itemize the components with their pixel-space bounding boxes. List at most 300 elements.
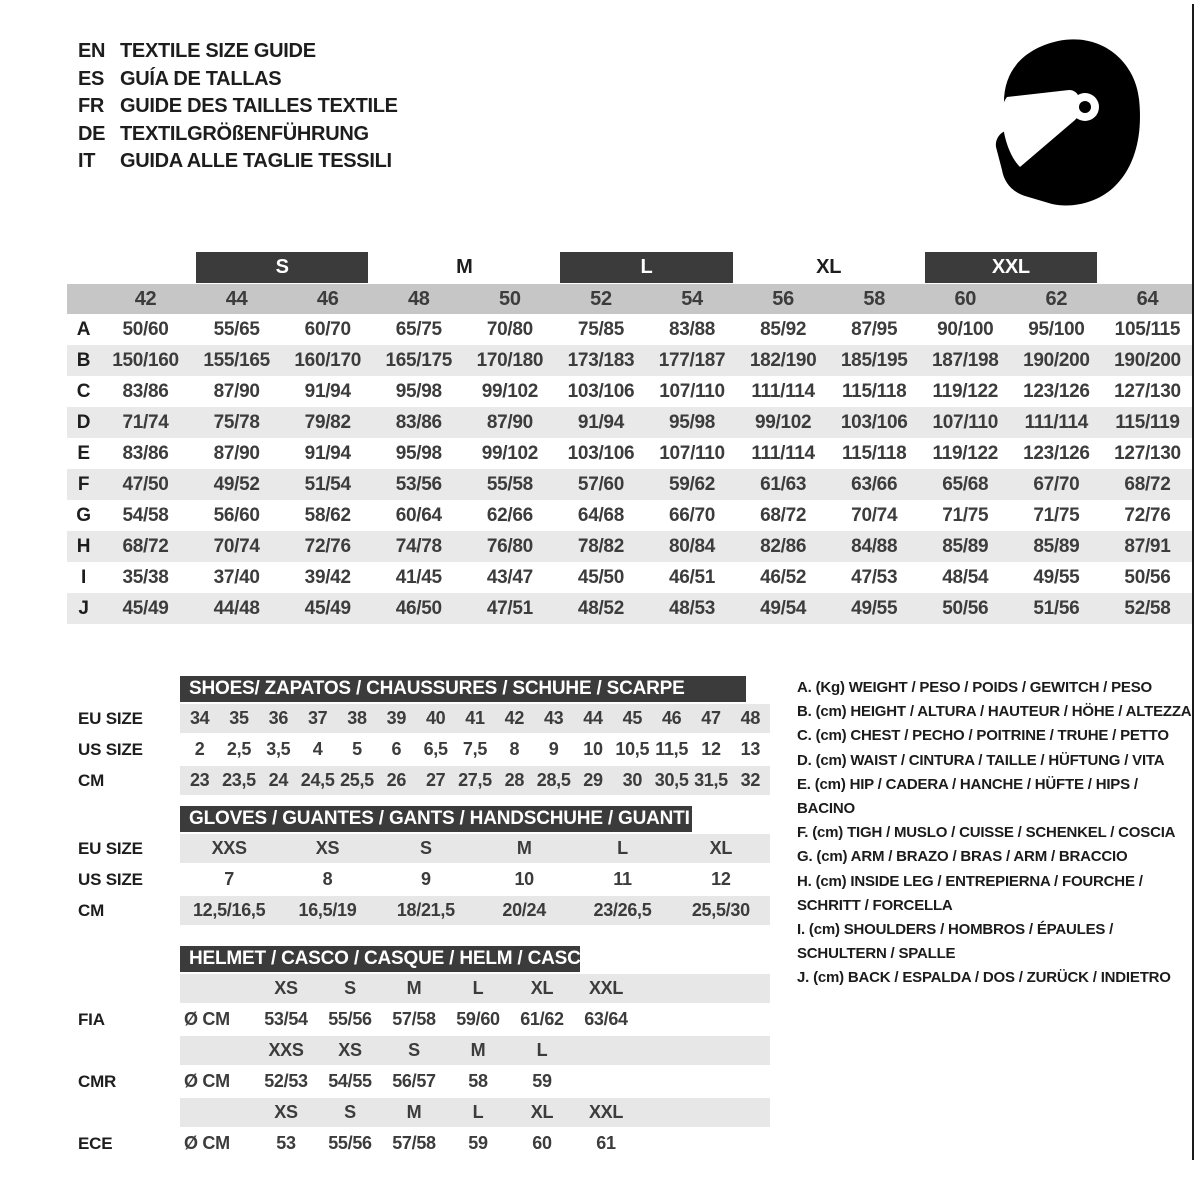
measure-cell: 87/91 <box>1124 535 1171 557</box>
legend-item: B. (cm) HEIGHT / ALTURA / HAUTEUR / HÖHE / ALTEZZA <box>797 703 1192 721</box>
row-label-d: D <box>76 411 91 433</box>
shoes-row-label: CM <box>78 770 105 790</box>
textile-size-table <box>67 252 1193 624</box>
shoes-cell: 25,5 <box>340 770 374 790</box>
shoes-cell: 45 <box>622 708 643 728</box>
helmet-row <box>180 1098 770 1127</box>
measure-row-h <box>67 531 1193 562</box>
helmet-row <box>180 1067 770 1096</box>
shoes-cell: 26 <box>386 770 407 790</box>
shoes-cell: 32 <box>740 770 761 790</box>
helmet-cell: 54/55 <box>328 1071 372 1091</box>
gloves-row <box>180 834 770 863</box>
row-label-e: E <box>77 442 90 464</box>
column-header-56: 56 <box>772 287 794 310</box>
shoes-cell: 40 <box>425 708 446 728</box>
measure-cell: 187/198 <box>931 349 999 371</box>
measure-cell: 60/64 <box>395 504 442 526</box>
measure-cell: 47/53 <box>851 566 898 588</box>
language-row <box>78 148 398 176</box>
measure-cell: 49/52 <box>213 473 260 495</box>
measure-cell: 84/88 <box>851 535 898 557</box>
shoes-row-label: EU SIZE <box>78 708 143 728</box>
measure-cell: 115/119 <box>1115 411 1180 433</box>
helmet-cell: 59/60 <box>456 1009 500 1029</box>
language-code: FR <box>78 95 105 117</box>
helmet-unit-cell: Ø CM <box>184 1071 230 1091</box>
helmet-cell: XS <box>274 1102 298 1122</box>
shoes-cell: 7,5 <box>462 739 488 759</box>
measure-cell: 76/80 <box>486 535 533 557</box>
helmet-cell: S <box>344 978 356 998</box>
language-label: GUIDE DES TAILLES TEXTILE <box>120 95 398 117</box>
language-row <box>78 38 398 66</box>
size-group-xxl: XXL <box>925 252 1097 283</box>
measure-cell: 60/70 <box>304 318 351 340</box>
language-label: TEXTILE SIZE GUIDE <box>120 40 316 62</box>
shoes-cell: 23,5 <box>222 770 256 790</box>
language-code: DE <box>78 122 106 145</box>
measure-cell: 45/50 <box>577 566 624 588</box>
measure-cell: 68/72 <box>1124 473 1171 495</box>
measure-cell: 87/95 <box>851 318 898 340</box>
helmet-unit-cell: Ø CM <box>184 1133 230 1153</box>
measure-cell: 165/175 <box>385 349 453 371</box>
measure-cell: 91/94 <box>304 442 351 464</box>
shoes-cell: 6,5 <box>423 739 448 759</box>
spacer <box>75 806 180 832</box>
legend-item: G. (cm) ARM / BRAZO / BRAS / ARM / BRACCIO <box>797 848 1128 866</box>
shoes-cell: 23 <box>189 770 210 790</box>
shoes-cell: 29 <box>583 770 603 790</box>
measure-cell: 103/106 <box>567 442 635 464</box>
helmet-cell: 55/56 <box>328 1133 372 1153</box>
shoes-cell: 2,5 <box>226 739 252 759</box>
helmet-row <box>180 974 770 1003</box>
language-code: EN <box>78 40 106 62</box>
measure-cell: 46/52 <box>760 566 807 588</box>
measure-cell: 99/102 <box>754 411 812 433</box>
helmet-row <box>180 1129 770 1158</box>
shoes-cell: 2 <box>194 739 205 759</box>
row-label-c: C <box>76 380 91 402</box>
column-header-60: 60 <box>954 287 977 310</box>
measure-cell: 87/90 <box>486 411 533 433</box>
shoes-cell: 41 <box>465 708 485 728</box>
shoes-cell: 28 <box>504 770 525 790</box>
spacer <box>75 946 180 972</box>
measure-row-j <box>67 593 1193 624</box>
gloves-cell: 7 <box>224 869 235 889</box>
measure-cell: 58/62 <box>304 504 351 526</box>
helmet-cell: 59 <box>532 1071 552 1091</box>
helmet-cell: XS <box>338 1040 362 1060</box>
helmet-row <box>180 1036 770 1065</box>
measure-cell: 123/126 <box>1023 380 1090 402</box>
measure-cell: 160/170 <box>294 349 361 371</box>
column-header-46: 46 <box>316 287 339 310</box>
measure-cell: 50/60 <box>122 318 169 340</box>
helmet-cell: M <box>406 1102 422 1122</box>
shoes-cell: 46 <box>661 708 682 728</box>
size-group-xl: XL <box>816 256 842 278</box>
helmet-cell: 56/57 <box>392 1071 436 1091</box>
gloves-cell: 16,5/19 <box>298 900 357 920</box>
shoes-cell: 43 <box>543 708 564 728</box>
shoes-cell: 42 <box>504 708 525 728</box>
helmet-row <box>180 1005 770 1034</box>
measure-cell: 90/100 <box>937 318 994 340</box>
shoes-cell: 39 <box>386 708 407 728</box>
measure-cell: 115/118 <box>841 380 907 402</box>
legend-item: F. (cm) TIGH / MUSLO / CUISSE / SCHENKEL / COSCIA <box>797 824 1176 842</box>
measure-cell: 55/58 <box>486 473 533 495</box>
shoes-cell: 34 <box>189 708 210 728</box>
measure-row-g <box>67 500 1193 531</box>
measure-cell: 50/56 <box>942 597 989 619</box>
legend-item: D. (cm) WAIST / CINTURA / TAILLE / HÜFTUNG / VITA <box>797 751 1165 769</box>
shoes-cell: 27 <box>425 770 446 790</box>
measure-cell: 68/72 <box>760 504 807 526</box>
shoes-cell: 9 <box>548 739 559 759</box>
helmet-cell: S <box>344 1102 356 1122</box>
measure-cell: 99/102 <box>481 442 539 464</box>
measure-cell: 80/84 <box>669 535 716 557</box>
measure-row-d <box>67 407 1193 438</box>
size-group-s: S <box>196 252 368 283</box>
measure-cell: 49/55 <box>1033 566 1080 588</box>
helmet-cell: 55/56 <box>328 1009 372 1029</box>
row-label-h: H <box>76 535 91 557</box>
measure-cell: 66/70 <box>669 504 716 526</box>
measure-cell: 43/47 <box>486 566 533 588</box>
measure-cell: 75/78 <box>213 411 260 433</box>
measure-cell: 41/45 <box>395 566 442 588</box>
gloves-cell: L <box>617 838 628 858</box>
measure-cell: 49/55 <box>851 597 898 619</box>
shoes-cell: 38 <box>347 708 367 728</box>
measure-cell: 190/200 <box>1114 349 1181 371</box>
measure-cell: 170/180 <box>476 349 544 371</box>
gloves-cell: S <box>419 838 432 858</box>
measure-row-i <box>67 562 1193 593</box>
row-label-i: I <box>81 566 86 588</box>
language-code: ES <box>78 67 105 90</box>
measure-cell: 46/51 <box>669 566 716 588</box>
language-row <box>78 121 398 149</box>
measure-cell: 95/98 <box>395 380 442 402</box>
gloves-cell: M <box>516 838 532 858</box>
measure-cell: 115/118 <box>841 442 907 464</box>
measure-cell: 48/52 <box>577 597 624 619</box>
measure-cell: 72/76 <box>1124 504 1171 526</box>
measure-cell: 83/86 <box>395 411 442 433</box>
helmet-cell: 53 <box>276 1133 296 1153</box>
measure-row-c <box>67 376 1193 407</box>
measure-cell: 83/88 <box>669 318 716 340</box>
helmet-row-label: CMR <box>78 1071 117 1091</box>
column-header-52: 52 <box>590 287 612 310</box>
shoes-cell: 37 <box>307 708 328 728</box>
size-group-l: L <box>560 252 732 283</box>
column-header-44: 44 <box>225 287 248 310</box>
language-code: IT <box>78 150 96 172</box>
measure-cell: 119/122 <box>932 380 999 402</box>
measure-cell: 95/98 <box>669 411 716 433</box>
measure-cell: 82/86 <box>760 535 807 557</box>
measure-cell: 71/74 <box>122 411 169 433</box>
helmet-cell: M <box>470 1040 486 1060</box>
measure-cell: 79/82 <box>304 411 351 433</box>
shoes-cell: 8 <box>509 739 520 759</box>
gloves-cell: XL <box>709 838 733 858</box>
shoes-cell: 12 <box>701 739 721 759</box>
measure-cell: 65/68 <box>942 473 989 495</box>
measure-cell: 37/40 <box>213 566 260 588</box>
helmet-cell: XL <box>530 978 554 998</box>
shoes-cell: 10,5 <box>615 739 650 759</box>
helmet-size-table <box>75 946 770 1158</box>
shoes-cell: 24 <box>268 770 289 790</box>
measure-cell: 155/165 <box>203 349 270 371</box>
measure-cell: 65/75 <box>395 318 442 340</box>
shoes-cell: 10 <box>583 739 603 759</box>
size-group-header-row <box>67 252 1193 283</box>
measure-cell: 103/106 <box>567 380 635 402</box>
measure-cell: 71/75 <box>942 504 989 526</box>
measure-cell: 150/160 <box>112 349 179 371</box>
shoes-cell: 30,5 <box>654 770 689 790</box>
shoes-cell: 11,5 <box>655 739 689 759</box>
measure-cell: 173/183 <box>567 349 635 371</box>
legend-item: I. (cm) SHOULDERS / HOMBROS / ÉPAULES / SCHULTERN / SPALLE <box>797 921 1114 963</box>
measure-cell: 52/58 <box>1124 597 1171 619</box>
measure-cell: 45/49 <box>122 597 169 619</box>
measure-cell: 87/90 <box>213 380 260 402</box>
shoes-cell: 3,5 <box>266 739 291 759</box>
measure-cell: 127/130 <box>1114 380 1181 402</box>
shoes-cell: 36 <box>268 708 289 728</box>
measure-cell: 78/82 <box>577 535 624 557</box>
helmet-row-label: FIA <box>78 1009 105 1029</box>
shoes-cell: 48 <box>740 708 761 728</box>
row-label-b: B <box>76 349 91 371</box>
measure-cell: 50/56 <box>1124 566 1171 588</box>
gloves-cell: 18/21,5 <box>396 900 455 920</box>
measure-cell: 72/76 <box>304 535 351 557</box>
legend-item: H. (cm) INSIDE LEG / ENTREPIERNA / FOURCHE / SCHRITT / FORCELLA <box>797 872 1143 914</box>
measure-cell: 83/86 <box>122 380 169 402</box>
size-group-m: M <box>456 256 473 278</box>
helmet-cell: XS <box>274 978 298 998</box>
measure-cell: 55/65 <box>213 318 260 340</box>
helmet-cell: XXS <box>268 1040 304 1060</box>
helmet-cell: 61/62 <box>520 1009 564 1029</box>
measure-cell: 44/48 <box>213 597 260 619</box>
measure-cell: 177/187 <box>658 349 726 371</box>
measure-cell: 107/110 <box>932 411 999 433</box>
measure-cell: 48/54 <box>942 566 989 588</box>
gloves-cell: 20/24 <box>502 900 546 920</box>
helmet-cell: 58 <box>468 1071 488 1091</box>
gloves-cell: 23/26,5 <box>593 900 652 920</box>
helmet-cell: 52/53 <box>264 1071 308 1091</box>
gloves-row-label: CM <box>78 900 105 920</box>
helmet-cell: XXL <box>588 978 624 998</box>
gloves-cell: 9 <box>420 869 431 889</box>
gloves-cell: 12 <box>711 869 731 889</box>
shoes-row <box>180 735 770 764</box>
column-header-50: 50 <box>499 287 521 310</box>
gloves-cell: XXS <box>211 838 247 858</box>
helmet-cell: L <box>472 1102 484 1122</box>
gloves-cell: 25,5/30 <box>691 900 750 920</box>
gloves-row-label: EU SIZE <box>78 838 143 858</box>
measure-cell: 99/102 <box>481 380 539 402</box>
spacer <box>75 676 180 702</box>
measure-cell: 67/70 <box>1033 473 1080 495</box>
shoes-cell: 5 <box>352 739 362 759</box>
column-header-64: 64 <box>1136 287 1159 310</box>
shoes-size-table <box>75 676 770 795</box>
helmet-cell: M <box>406 978 422 998</box>
column-header-58: 58 <box>863 287 886 310</box>
helmet-cell: 59 <box>468 1133 488 1153</box>
column-header-42: 42 <box>134 287 157 310</box>
measure-cell: 119/122 <box>932 442 999 464</box>
helmet-cell: XL <box>530 1102 554 1122</box>
helmet-cell: 63/64 <box>584 1009 628 1029</box>
measure-cell: 63/66 <box>851 473 898 495</box>
helmet-cell: S <box>408 1040 420 1060</box>
gloves-cell: 11 <box>613 869 632 889</box>
measure-row-b <box>67 345 1193 376</box>
measure-cell: 47/50 <box>122 473 169 495</box>
language-title-list <box>78 38 398 176</box>
language-row <box>78 66 398 94</box>
racing-helmet-icon <box>982 36 1144 216</box>
measure-cell: 111/114 <box>751 442 815 464</box>
measure-cell: 74/78 <box>395 535 442 557</box>
measure-cell: 70/74 <box>851 504 898 526</box>
helmet-cell: L <box>536 1040 548 1060</box>
gloves-cell: 12,5/16,5 <box>192 900 266 920</box>
shoes-cell: 44 <box>583 708 603 728</box>
measure-cell: 56/60 <box>213 504 260 526</box>
measure-cell: 95/100 <box>1028 318 1085 340</box>
measure-cell: 64/68 <box>577 504 624 526</box>
measure-cell: 182/190 <box>749 349 817 371</box>
shoes-cell: 35 <box>229 708 249 728</box>
measure-cell: 185/195 <box>840 349 908 371</box>
gloves-row <box>180 865 770 894</box>
measure-cell: 190/200 <box>1023 349 1090 371</box>
measure-cell: 105/115 <box>1114 318 1181 340</box>
measure-cell: 83/86 <box>122 442 169 464</box>
measure-cell: 35/38 <box>122 566 169 588</box>
measure-cell: 70/74 <box>213 535 260 557</box>
helmet-cell: XXL <box>588 1102 624 1122</box>
measurement-legend <box>797 676 1197 991</box>
measure-row-f <box>67 469 1193 500</box>
measure-cell: 39/42 <box>304 566 351 588</box>
column-header-54: 54 <box>681 287 703 310</box>
measure-cell: 46/50 <box>395 597 442 619</box>
measure-row-e <box>67 438 1193 469</box>
measure-cell: 85/89 <box>942 535 989 557</box>
helmet-cell: 60 <box>532 1133 552 1153</box>
language-label: GUIDA ALLE TAGLIE TESSILI <box>120 150 392 172</box>
measure-cell: 75/85 <box>577 318 624 340</box>
shoes-row <box>180 766 770 795</box>
shoes-row <box>180 704 770 733</box>
measure-cell: 49/54 <box>760 597 807 619</box>
measure-cell: 95/98 <box>395 442 442 464</box>
legend-item: C. (cm) CHEST / PECHO / POITRINE / TRUHE / PETTO <box>797 727 1169 745</box>
measure-cell: 85/92 <box>760 318 807 340</box>
shoes-cell: 47 <box>701 708 721 728</box>
shoes-cell: 24,5 <box>300 770 335 790</box>
measure-cell: 87/90 <box>213 442 260 464</box>
measure-cell: 54/58 <box>122 504 169 526</box>
measurement-rows <box>67 314 1193 624</box>
measure-cell: 57/60 <box>577 473 624 495</box>
measure-cell: 111/114 <box>751 380 815 402</box>
measure-cell: 59/62 <box>669 473 716 495</box>
row-label-a: A <box>76 318 91 340</box>
column-header-62: 62 <box>1045 287 1068 310</box>
measure-cell: 45/49 <box>304 597 351 619</box>
shoes-cell: 27,5 <box>458 770 492 790</box>
measure-cell: 85/89 <box>1033 535 1080 557</box>
measure-cell: 107/110 <box>659 442 725 464</box>
measure-cell: 47/51 <box>486 597 533 619</box>
measure-cell: 71/75 <box>1033 504 1080 526</box>
language-label: GUÍA DE TALLAS <box>120 67 282 90</box>
measure-cell: 103/106 <box>840 411 908 433</box>
legend-item: E. (cm) HIP / CADERA / HANCHE / HÜFTE / HIPS / BACINO <box>797 775 1138 818</box>
column-header-48: 48 <box>407 287 430 310</box>
row-label-g: G <box>76 504 91 526</box>
numeric-size-header-row <box>67 284 1193 314</box>
measure-cell: 107/110 <box>659 380 725 402</box>
measure-cell: 91/94 <box>577 411 624 433</box>
measure-cell: 62/66 <box>486 504 533 526</box>
measure-cell: 51/56 <box>1033 597 1080 619</box>
measure-row-a <box>67 314 1193 345</box>
legend-item: A. (Kg) WEIGHT / PESO / POIDS / GEWITCH / PESO <box>797 679 1152 696</box>
row-label-j: J <box>78 597 89 619</box>
gloves-row <box>180 896 770 925</box>
measure-cell: 68/72 <box>122 535 169 557</box>
helmet-row-label: ECE <box>78 1133 113 1153</box>
legend-item: J. (cm) BACK / ESPALDA / DOS / ZURÜCK / INDIETRO <box>797 969 1171 987</box>
shoes-cell: 13 <box>740 739 761 759</box>
right-edge-line <box>1192 4 1194 1160</box>
shoes-cell: 6 <box>391 739 402 759</box>
shoes-cell: 31,5 <box>694 770 728 790</box>
helmet-unit-cell: Ø CM <box>184 1009 230 1029</box>
helmet-cell: 57/58 <box>392 1009 436 1029</box>
measure-cell: 123/126 <box>1023 442 1090 464</box>
helmet-cell: 61 <box>596 1133 616 1153</box>
shoes-cell: 30 <box>622 770 643 790</box>
language-label: TEXTILGRÖßENFÜHRUNG <box>120 122 369 145</box>
shoes-row-label: US SIZE <box>78 739 143 759</box>
gloves-cell: 10 <box>514 869 534 889</box>
measure-cell: 91/94 <box>304 380 351 402</box>
measure-cell: 61/63 <box>760 473 807 495</box>
